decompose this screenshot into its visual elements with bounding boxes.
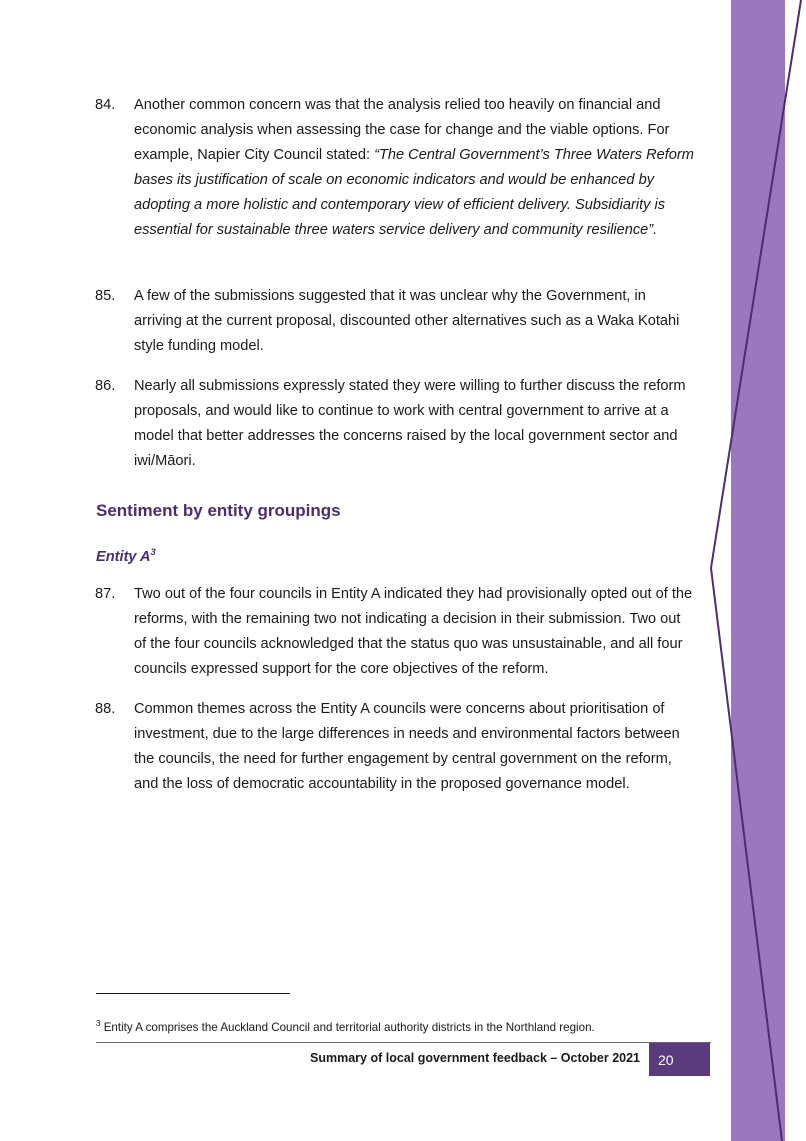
paragraph-number: 88.	[95, 701, 116, 717]
subheading-entity-a	[96, 547, 156, 565]
paragraph-88	[95, 697, 695, 797]
paragraph-text: Two out of the four councils in Entity A indicated they had provisionally opted out of the reforms, with the remaining two not indicating a decision in their submission. Two out of the four councils acknowledged that the status quo was unsustainable, and all four councils expressed support for the core objectives of the reform.	[134, 586, 693, 677]
paragraph-text: A few of the submissions suggested that it was unclear why the Government, in arriving at the current proposal, discounted other alternatives such as a Waka Kotahi style funding model.	[134, 288, 680, 354]
paragraph-body: Another common concern was that the analysis relied too heavily on financial and economic analysis when assessing the case for change and the viable options. For example, Napier City Council stated:	[134, 97, 670, 163]
footnote-divider	[96, 993, 290, 994]
page-number: 20	[658, 1051, 674, 1068]
paragraph-text	[134, 93, 695, 243]
paragraph-number: 87.	[95, 586, 116, 602]
paragraph-84	[95, 93, 695, 243]
quote-text: “The Central Government’s Three Waters Reform bases its justification of scale on economic indicators and would be enhanced by adopting a more holistic and contemporary view of efficient delivery. Subsidiarity is essential for sustainable three waters service delivery and community resilience”.	[134, 147, 694, 238]
paragraph-text: Nearly all submissions expressly stated they were willing to further discuss the reform proposals, and would like to continue to work with central government to arrive at a model that better addresses the concerns raised by the local government sector and iwi/Māori.	[134, 378, 686, 469]
paragraph-number: 85.	[95, 288, 116, 304]
paragraph-number: 86.	[95, 378, 116, 394]
paragraph-85	[95, 284, 695, 359]
footer-title: Summary of local government feedback – October 2021	[310, 1051, 640, 1065]
footnote	[96, 1019, 716, 1034]
paragraph-86	[95, 374, 695, 474]
section-heading: Sentiment by entity groupings	[96, 501, 341, 520]
footnote-text: Entity A comprises the Auckland Council and territorial authority districts in the Northland region.	[103, 1020, 595, 1034]
paragraph-text: Common themes across the Entity A councils were concerns about prioritisation of investment, due to the large differences in needs and environmental factors between the councils, the need for further engagement by central government on the reform, and the loss of democratic accountability in the proposed governance model.	[134, 701, 680, 792]
footer-divider	[96, 1042, 711, 1043]
footnote-marker: 3	[96, 1019, 101, 1028]
paragraph-87	[95, 582, 695, 682]
page-number-badge	[649, 1043, 710, 1076]
paragraph-number: 84.	[95, 97, 116, 113]
subheading-text: Entity A	[96, 548, 151, 565]
footnote-reference: 3	[150, 547, 156, 557]
